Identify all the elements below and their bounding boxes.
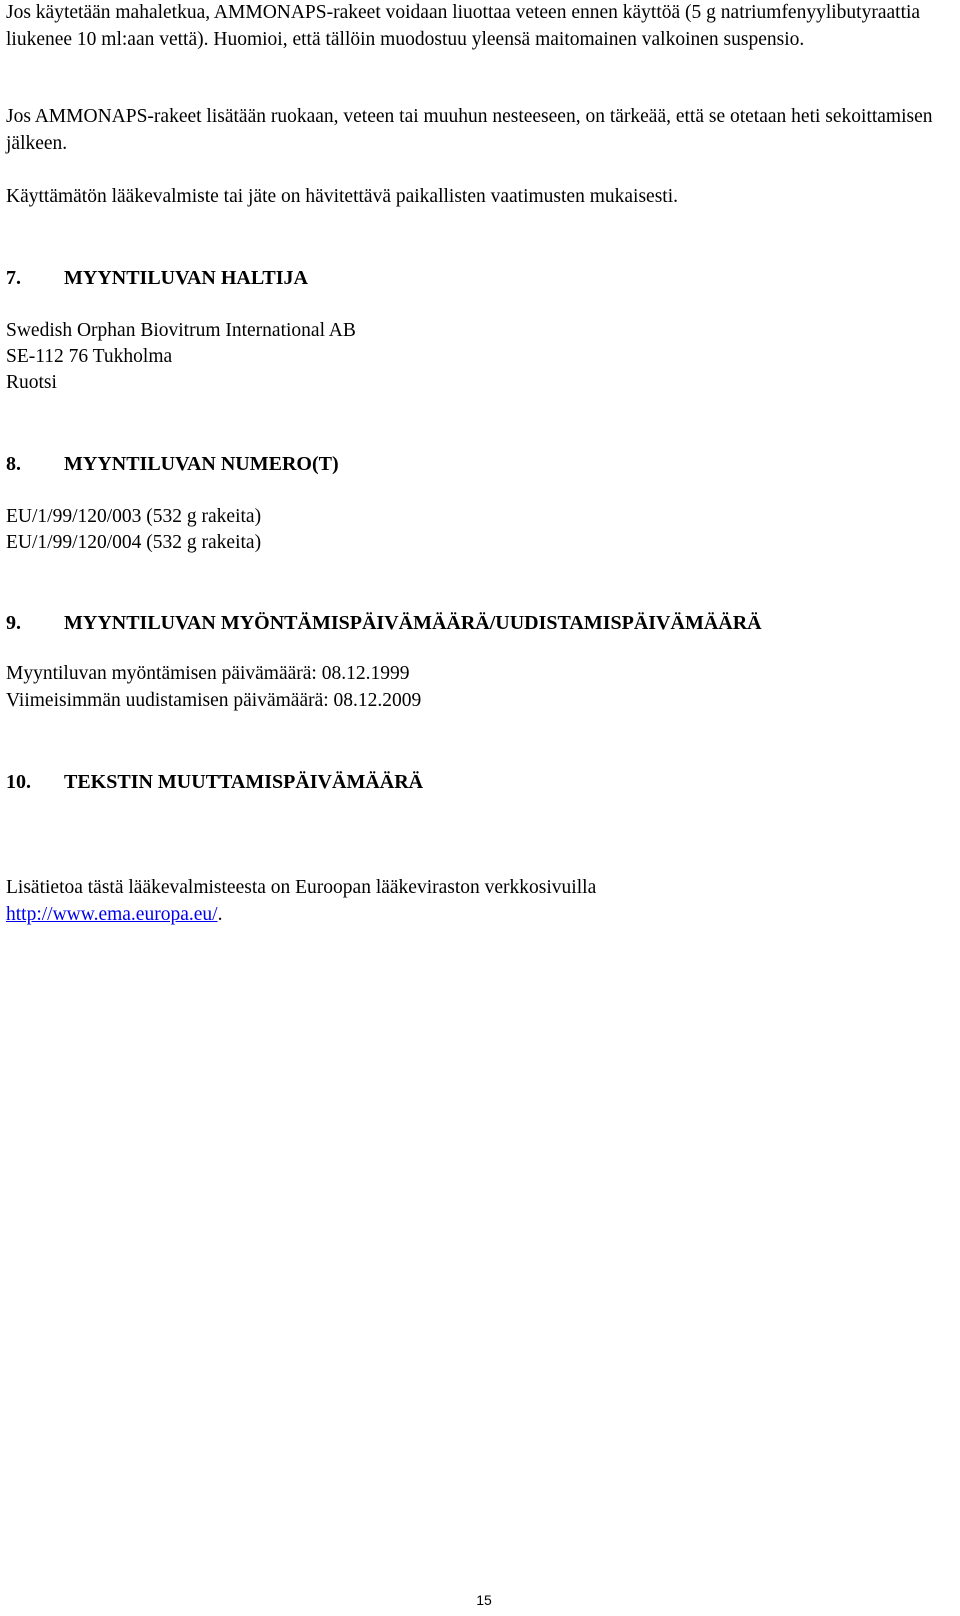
holder-name: Swedish Orphan Biovitrum International AB xyxy=(6,320,356,341)
section-7-number: 7. xyxy=(6,267,21,289)
section-10-number: 10. xyxy=(6,771,31,793)
section-9-number: 9. xyxy=(6,612,21,634)
holder-country: Ruotsi xyxy=(6,372,57,393)
section-7-heading xyxy=(6,265,308,291)
first-authorisation-date: Myyntiluvan myöntämisen päivämäärä: 08.12.1999 xyxy=(6,663,410,684)
section-8-title: MYYNTILUVAN NUMERO(T) xyxy=(64,453,339,475)
more-info-paragraph xyxy=(6,875,951,928)
section-10-heading xyxy=(6,769,423,795)
section-8-number: 8. xyxy=(6,453,21,475)
more-info-link-suffix: . xyxy=(217,903,223,925)
more-info-text: Lisätietoa tästä lääkevalmisteesta on Euroopan lääkeviraston verkkosivuilla xyxy=(6,877,597,898)
intro-paragraph-gastric-tube: Jos käytetään mahaletkua, AMMONAPS-rakeet voidaan liuottaa veteen ennen käyttöä (5 g natriumfenyylibutyraattia liukenee 10 ml:aan vettä). Huomioi, että tällöin muodostuu yleensä maitomainen valkoinen suspensio. xyxy=(6,2,921,50)
section-9-title: MYYNTILUVAN MYÖNTÄMISPÄIVÄMÄÄRÄ/UUDISTAMISPÄIVÄMÄÄRÄ xyxy=(64,612,762,634)
ema-website-link[interactable]: http://www.ema.europa.eu/ xyxy=(6,903,218,925)
intro-paragraph-food-mixing: Jos AMMONAPS-rakeet lisätään ruokaan, veteen tai muuhun nesteeseen, on tärkeää, että se otetaan heti sekoittamisen jälkeen. xyxy=(6,106,933,154)
section-9-heading xyxy=(6,610,762,636)
holder-address: SE-112 76 Tukholma xyxy=(6,346,173,367)
renewal-date: Viimeisimmän uudistamisen päivämäärä: 08.12.2009 xyxy=(6,690,422,711)
intro-paragraph-disposal: Käyttämätön lääkevalmiste tai jäte on hävitettävä paikallisten vaatimusten mukaisesti. xyxy=(6,186,678,207)
authorisation-number: EU/1/99/120/003 (532 g rakeita) xyxy=(6,506,262,527)
section-10-title: TEKSTIN MUUTTAMISPÄIVÄMÄÄRÄ xyxy=(64,771,424,793)
authorisation-number: EU/1/99/120/004 (532 g rakeita) xyxy=(6,532,262,553)
section-7-title: MYYNTILUVAN HALTIJA xyxy=(64,267,308,289)
page-number: 15 xyxy=(476,1592,492,1608)
section-8-heading xyxy=(6,451,339,477)
